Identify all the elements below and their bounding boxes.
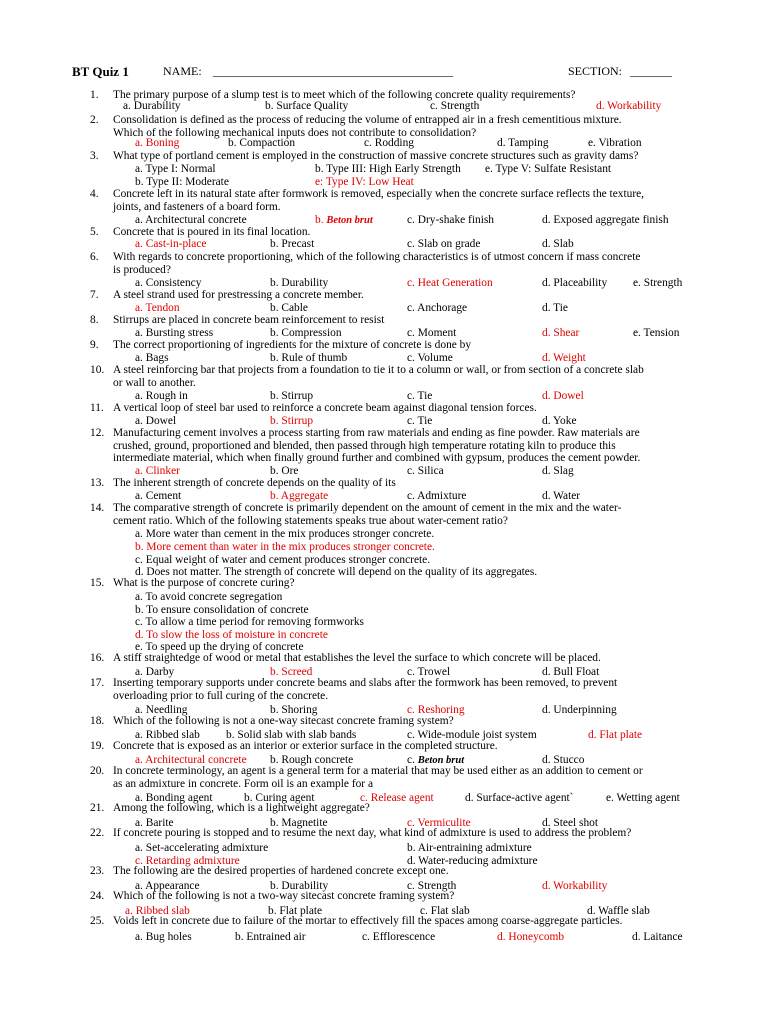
choice-option: d. Surface-active agent` [465,792,574,804]
choice-option: d. Underpinning [542,704,617,716]
choice-option: d. Steel shot [542,817,599,829]
choice-option: d. Slag [542,465,574,477]
choice-option: c. Moment [407,327,457,339]
choice-option: c. Strength [430,100,480,112]
name-label: NAME: [163,64,202,78]
choice-option: d. Stucco [542,754,585,766]
question-number: 2. [90,114,99,126]
question-text: A vertical loop of steel bar used to reinforce a concrete beam against diagonal tension forces. [113,402,537,414]
choice-option: c. Heat Generation [407,277,493,289]
choice-option: d. Waffle slab [587,905,650,917]
choice-option: c. Dry-shake finish [407,214,494,226]
question-text: The inherent strength of concrete depends on the quality of its [113,477,396,489]
choice-option: d. Dowel [542,390,584,402]
choice-option: c. Vermiculite [407,817,471,829]
quiz-title: BT Quiz 1 [72,64,129,79]
question-text: Voids left in concrete due to failure of the mortar to effectively fill the spaces among coarse-aggregate particles. [113,915,623,927]
question-text: The comparative strength of concrete is primarily dependent on the amount of cement in the mix and the water- [113,502,622,514]
question-text: In concrete terminology, an agent is a general term for a material that may be used either as an addition to cement or [113,765,643,777]
question-text: cement ratio. Which of the following statements speaks true about water-cement ratio? [113,514,508,527]
question-text: Which of the following is not a one-way sitecast concrete framing system? [113,715,454,727]
choice-option: a. Ribbed slab [135,729,200,741]
choice-option: c. Release agent [360,792,434,804]
choice-option: b. Type III: High Early Strength [315,163,461,175]
choice-option: d. Tie [542,302,568,314]
choice-option: a. Appearance [135,880,200,892]
section-line: _______ [630,64,672,78]
question-text: or wall to another. [113,376,196,389]
question-text: The correct proportioning of ingredients for the mixture of concrete is done by [113,339,472,351]
choice-option: d. Exposed aggregate finish [542,214,669,226]
question-text: intermediate material, which when finally ground further and combined with gypsum, produces the cement powder. [113,452,641,464]
question-number: 3. [90,150,99,162]
choice-option: a. Consistency [135,277,202,289]
choice-option: c. Tie [407,390,433,402]
question-text: Inserting temporary supports under concrete beams and slabs after the formwork has been removed, to prevent [113,677,618,689]
choice-option: c. To allow a time period for removing formworks [135,616,364,628]
choice-option: a. Durability [123,100,181,112]
question-number: 17. [90,677,105,689]
choice-option: e. Tension [633,327,680,339]
choice-option: a. Clinker [135,465,180,477]
choice-option: a. Architectural concrete [135,754,247,766]
choice-option: c. Efflorescence [362,931,436,943]
question-text: What is the purpose of concrete curing? [113,577,295,589]
question-text: A steel reinforcing bar that projects from a foundation to tie it to a column or wall, or from section of a concrete slab [113,364,644,376]
question-text: is produced? [113,263,171,276]
name-line: ________________________________________ [213,64,453,78]
choice-option: c. Admixture [407,490,467,502]
choice-option: c. Trowel [407,666,451,678]
choice-option: d. Bull Float [542,666,600,678]
choice-option: b. Durability [270,277,329,289]
choice-option: b. Durability [270,880,329,892]
question-number: 5. [90,226,99,238]
choice-option: a. Bags [135,352,169,364]
choice-option: a. Bonding agent [135,792,213,804]
question-text: The primary purpose of a slump test is to meet which of the following concrete quality requirements? [113,89,576,101]
choice-option: b. Flat plate [268,905,323,917]
choice-option: a. Darby [135,666,175,678]
choice-option: d. Laitance [632,931,683,943]
choice-option: a. Rough in [135,390,188,402]
choice-option: d. Placeability [542,277,608,289]
question-text: Stirrups are placed in concrete beam reinforcement to resist [113,314,385,326]
choice-option: c. Strength [407,880,457,892]
question-number: 15. [90,577,105,589]
choice-option: b. Surface Quality [265,100,349,112]
question-number: 21. [90,802,105,814]
question-number: 9. [90,339,99,351]
choice-option: a. Needling [135,704,188,716]
question-number: 23. [90,865,105,877]
choice-option: b. More cement than water in the mix produces stronger concrete. [135,541,435,553]
question-number: 10. [90,364,105,376]
choice-option: a. Dowel [135,415,177,427]
question-number: 8. [90,314,99,326]
choice-option: c. Slab on grade [407,238,481,250]
choice-option: a. Architectural concrete [135,214,247,226]
choice-option: e: Type IV: Low Heat [315,176,414,188]
choice-option: a. More water than cement in the mix produces stronger concrete. [135,528,435,540]
choice-option: b. To ensure consolidation of concrete [135,604,309,616]
choice-option: d. Water-reducing admixture [407,855,538,867]
question-text: Consolidation is defined as the process of reducing the volume of entrapped air in a fresh cementitious mixture. [113,114,622,126]
question-number: 11. [90,402,104,414]
choice-option: b. Ore [270,465,299,477]
question-text: A stiff straightedge of wood or metal that establishes the level the surface to which concrete will be placed. [113,652,601,664]
choice-option: d. Workability [542,880,608,892]
question-number: 4. [90,188,99,200]
choice-option: e. Vibration [588,137,642,149]
choice-option: c. Rodding [364,137,414,149]
choice-option: d. Flat plate [588,729,643,741]
question-text: Among the following, which is a lightweight aggregate? [113,802,370,814]
choice-option: a. Set-accelerating admixture [135,842,269,854]
choice-option: e. Strength [633,277,683,289]
choice-option: d. Yoke [542,415,577,427]
choice-option: b. Rough concrete [270,754,354,766]
choice-option: b. Magnetite [270,817,328,829]
choice-option: a. Boning [135,137,180,149]
question-number: 13. [90,477,105,489]
choice-option: a. Type I: Normal [135,163,216,175]
question-number: 16. [90,652,105,664]
choice-option: a. Bursting stress [135,327,214,339]
question-number: 22. [90,827,105,839]
question-text: If concrete pouring is stopped and to resume the next day, what kind of admixture is used to address the problem? [113,827,632,839]
choice-option: a. Tendon [135,302,180,314]
question-text: Concrete that is poured in its final location. [113,226,311,238]
choice-option: a. Ribbed slab [125,905,190,917]
question-text: as an admixture in concrete. Form oil is an example for a [113,777,373,790]
choice-option: d. Does not matter. The strength of concrete will depend on the quality of its aggregates. [135,566,538,578]
choice-option: a. Barite [135,817,174,829]
choice-option: c. Wide-module joist system [407,729,537,741]
choice-option: a. Cement [135,490,182,502]
question-text: With regards to concrete proportioning, which of the following characteristics is of utmost concern if mass concrete [113,251,641,263]
question-text: joints, and fasteners of a board form. [113,200,281,213]
question-text: Concrete that is exposed as an interior or exterior surface in the completed structure. [113,740,498,752]
choice-option: a. To avoid concrete segregation [135,591,283,603]
choice-option: e. To speed up the drying of concrete [135,641,304,653]
choice-option: c. Reshoring [407,704,465,716]
choice-option: e. Wetting agent [606,792,680,804]
choice-option: b. Rule of thumb [270,352,348,364]
question-number: 14. [90,502,105,514]
choice-option: c. Anchorage [407,302,468,314]
choice-option: d. Honeycomb [497,931,565,943]
choice-option: c. Silica [407,465,444,477]
choice-option: d. Tamping [497,137,549,149]
question-text: Which of the following mechanical inputs does not contribute to consolidation? [113,126,477,139]
question-number: 24. [90,890,105,902]
choice-option: c. Volume [407,352,453,364]
choice-option: b. Shoring [270,704,318,716]
question-text: Manufacturing cement involves a process starting from raw materials and ending as fine powder. Raw materials are [113,427,640,439]
choice-option: d. Weight [542,352,586,364]
choice-option: d. Slab [542,238,574,250]
choice-option: b. Entrained air [235,931,306,943]
question-number: 19. [90,740,105,752]
question-number: 7. [90,289,99,301]
question-number: 12. [90,427,105,439]
choice-option: b. Curing agent [244,792,315,804]
section-label: SECTION: [568,64,622,78]
question-number: 25. [90,915,105,927]
choice-option: b. Precast [270,238,315,250]
choice-option: c. Tie [407,415,433,427]
choice-option: a. Bug holes [135,931,192,943]
question-text: A steel strand used for prestressing a concrete member. [113,289,364,301]
choice-option: d. Water [542,490,581,502]
question-text: Concrete left in its natural state after formwork is removed, especially when the concrete surface reflects the texture, [113,188,645,200]
choice-option: b. Stirrup [270,390,314,402]
choice-option: b. Type II: Moderate [135,176,229,188]
choice-option: d. To slow the loss of moisture in concrete [135,629,328,641]
question-number: 6. [90,251,99,263]
question-text: overloading prior to full curing of the concrete. [113,689,329,702]
choice-option: b. Compaction [228,137,296,149]
choice-option: b. Solid slab with slab bands [226,729,357,741]
choice-option: d. Workability [596,100,662,112]
question-number: 20. [90,765,105,777]
question-text: The following are the desired properties of hardened concrete except one. [113,865,449,877]
choice-option: b. Cable [270,302,308,314]
choice-option: b. Aggregate [270,490,329,502]
choice-option: e. Type V: Sulfate Resistant [485,163,612,175]
question-text: Which of the following is not a two-way sitecast concrete framing system? [113,890,455,902]
choice-option: c. Equal weight of water and cement produces stronger concrete. [135,554,431,566]
choice-option: d. Shear [542,327,580,339]
choice-label: b. Beton brut [315,214,373,226]
choice-option: c. Retarding admixture [135,855,240,867]
choice-label: c. Beton brut [407,754,465,766]
choice-option: a. Cast-in-place [135,238,207,250]
question-number: 1. [90,89,99,101]
question-number: 18. [90,715,105,727]
question-text: What type of portland cement is employed in the construction of massive concrete structures such as gravity dams? [113,150,639,162]
choice-option: c. Flat slab [420,905,470,917]
choice-option: b. Air-entraining admixture [407,842,532,854]
choice-option: b. Screed [270,666,313,678]
question-text: crushed, ground, proportioned and blended, then passed through high temperature rotating kiln to produce this [113,439,616,452]
choice-option: b. Compression [270,327,342,339]
choice-option: b. Stirrup [270,415,314,427]
